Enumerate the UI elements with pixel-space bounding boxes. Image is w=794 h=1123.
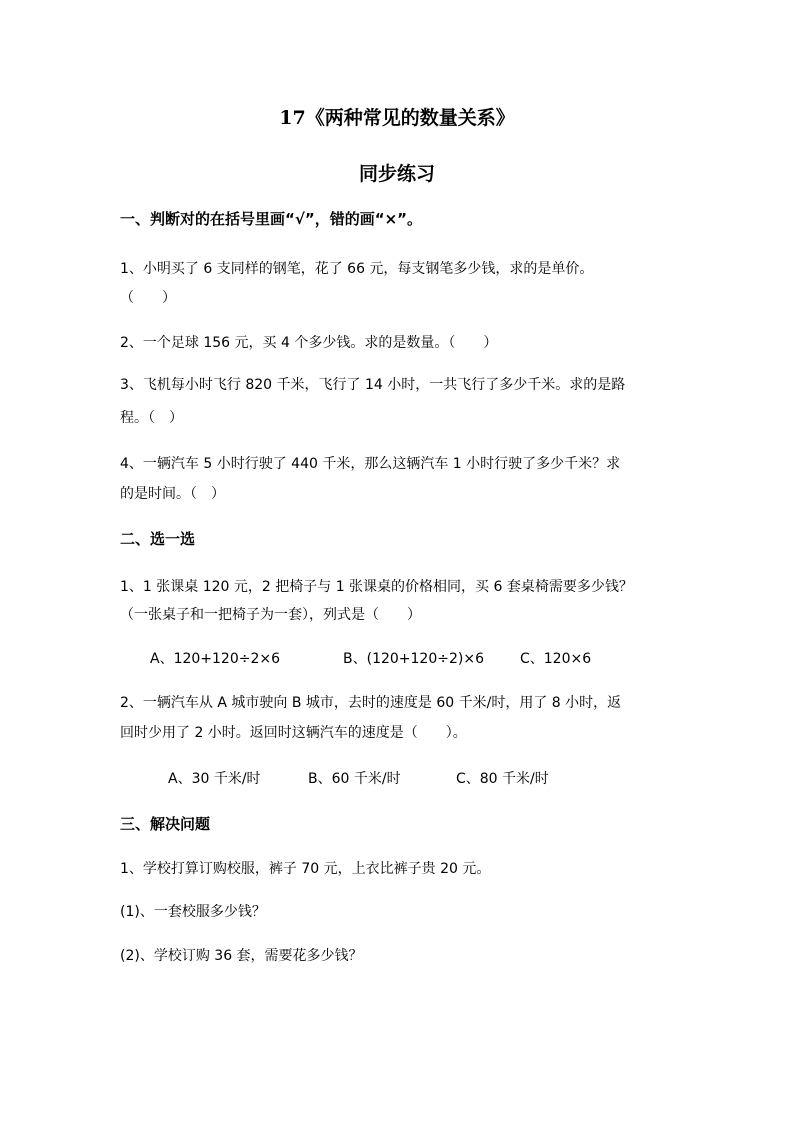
question-text: 2、一个足球 156 元，买 4 个多少钱。求的是数量。（ ） [120, 335, 498, 351]
question-text: 程。（ ） [120, 410, 183, 426]
question-text: 1、学校打算订购校服，裤子 70 元，上衣比裤子贵 20 元。 [120, 861, 491, 877]
section-heading-choose: 二、选一选 [120, 530, 196, 548]
option-a: A、120+120÷2×6 [150, 651, 281, 667]
question-text: （一张桌子和一把椅子为一套），列式是（ ） [120, 607, 421, 623]
option-b: B、60 千米/时 [308, 771, 401, 787]
section-heading-judge: 一、判断对的在括号里画“√”，错的画“×”。 [120, 210, 423, 228]
question-text: 4、一辆汽车 5 小时行驶了 440 千米，那么这辆汽车 1 小时行驶了多少千米？求 [120, 456, 621, 472]
question-text: 2、一辆汽车从 A 城市驶向 B 城市，去时的速度是 60 千米/时，用了 8 小时，返 [120, 695, 622, 711]
sub-question: (1)、一套校服多少钱？ [120, 904, 266, 920]
question-text: 回时少用了 2 小时。返回时这辆汽车的速度是（ ）。 [120, 725, 467, 741]
section-heading-solve: 三、解决问题 [120, 815, 211, 833]
option-a: A、30 千米/时 [168, 771, 261, 787]
option-c: C、120×6 [520, 651, 592, 667]
page-subtitle: 同步练习 [358, 163, 435, 185]
question-text: 3、飞机每小时飞行 820 千米，飞行了 14 小时，一共飞行了多少千米。求的是路 [120, 377, 626, 393]
answer-bracket: （ ） [120, 290, 176, 306]
option-b: B、(120+120÷2)×6 [343, 651, 484, 667]
question-text: 1、1 张课桌 120 元，2 把椅子与 1 张课桌的价格相同，买 6 套桌椅需要多少钱？ [120, 579, 633, 595]
sub-question: (2)、学校订购 36 套，需要花多少钱？ [120, 948, 363, 964]
page-title: 17《两种常见的数量关系》 [279, 107, 515, 129]
option-c: C、80 千米/时 [456, 771, 549, 787]
question-text: 的是时间。（ ） [120, 486, 225, 502]
question-text: 1、小明买了 6 支同样的钢笔，花了 66 元，每支钢笔多少钱，求的是单价。 [120, 261, 594, 277]
